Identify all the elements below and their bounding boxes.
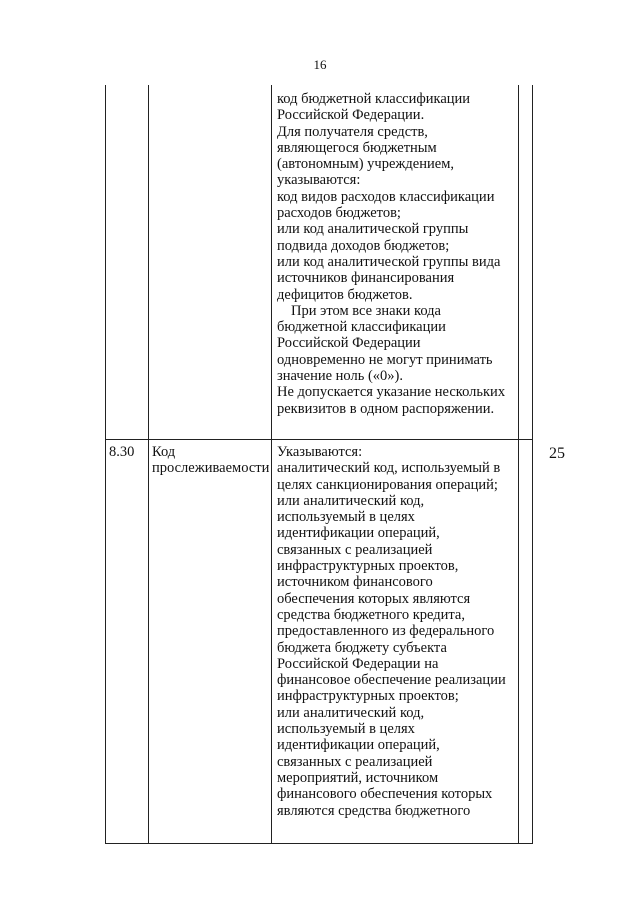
row-name-line: Код: [152, 444, 176, 460]
description-line: или аналитический код,: [277, 704, 425, 721]
row-value: 25: [549, 445, 565, 462]
description-line: связанных с реализацией: [277, 541, 433, 558]
description-line: Российской Федерации.: [277, 107, 425, 124]
description-line: или аналитический код,: [277, 492, 425, 509]
description-line: При этом все знаки кода: [291, 302, 441, 319]
description-line: Для получателя средств,: [277, 123, 428, 140]
description-line: средства бюджетного кредита,: [277, 606, 465, 623]
description-line: источников финансирования: [277, 270, 455, 287]
description-line: связанных с реализацией: [277, 753, 433, 770]
description-line: Не допускается указание нескольких: [277, 384, 506, 401]
description-line: или код аналитической группы: [277, 221, 469, 238]
description-line: Российской Федерации на: [277, 655, 439, 672]
description-line: указываются:: [277, 172, 361, 189]
description-line: Российской Федерации: [277, 335, 421, 352]
description-line: идентификации операций,: [277, 737, 440, 754]
description-line: используемый в целях: [277, 509, 415, 526]
description-line: одновременно не могут принимать: [277, 351, 493, 368]
description-line: расходов бюджетов;: [277, 205, 401, 222]
column-divider: [148, 85, 149, 843]
description-line: Указываются:: [277, 444, 363, 460]
row-name-line: прослеживаемости: [152, 460, 270, 477]
description-line: значение ноль («0»).: [277, 368, 403, 385]
row-number: 8.30: [109, 444, 135, 460]
description-line: являющегося бюджетным: [277, 139, 437, 156]
description-line: идентификации операций,: [277, 525, 440, 542]
description-line: обеспечения которых являются: [277, 590, 471, 607]
description-line: или код аналитической группы вида: [277, 253, 501, 270]
description-line: бюджетной классификации: [277, 319, 446, 336]
description-line: финансовое обеспечение реализации: [277, 672, 506, 689]
description-line: предоставленного из федерального: [277, 623, 495, 640]
description-line: инфраструктурных проектов;: [277, 688, 459, 705]
row-description: [277, 91, 514, 417]
description-line: (автономным) учреждением,: [277, 156, 455, 173]
description-line: бюджета бюджету субъекта: [277, 639, 447, 656]
row-divider: [105, 439, 533, 440]
description-line: источником финансового: [277, 574, 433, 591]
description-line: код бюджетной классификации: [277, 91, 471, 107]
description-line: инфраструктурных проектов,: [277, 558, 459, 575]
description-line: дефицитов бюджетов.: [277, 286, 413, 303]
description-line: финансового обеспечения которых: [277, 786, 493, 803]
column-divider: [518, 85, 519, 843]
description-line: мероприятий, источником: [277, 769, 439, 786]
row-description: [277, 444, 514, 819]
description-line: аналитический код, используемый в: [277, 460, 501, 477]
description-line: код видов расходов классификации: [277, 188, 495, 205]
description-line: целях санкционирования операций;: [277, 476, 498, 493]
description-line: являются средства бюджетного: [277, 802, 471, 819]
description-line: реквизитов в одном распоряжении.: [277, 400, 495, 417]
row-name: [152, 444, 272, 477]
page-number: 16: [313, 57, 327, 72]
description-line: подвида доходов бюджетов;: [277, 237, 450, 254]
description-line: используемый в целях: [277, 721, 415, 738]
